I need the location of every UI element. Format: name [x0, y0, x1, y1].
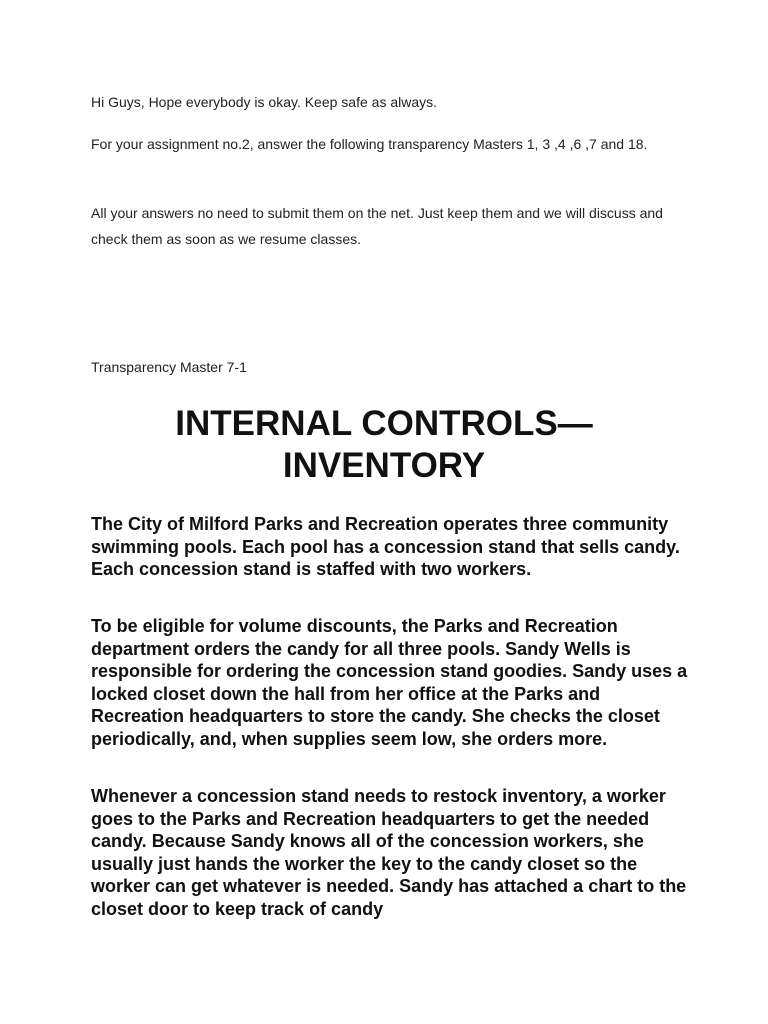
- intro-greeting: Hi Guys, Hope everybody is okay. Keep safe as always.: [91, 94, 438, 110]
- intro-instructions: All your answers no need to submit them on the net. Just keep them and we will discuss and check them as soon as we resume classes.: [91, 205, 663, 247]
- page-title: [0, 403, 768, 487]
- body-paragraph-1: The City of Milford Parks and Recreation operates three community swimming pools. Each pool has a concession stand that sells candy. Each concession stand is staffed with two workers.: [91, 514, 680, 579]
- transparency-master-label: Transparency Master 7-1: [91, 359, 247, 375]
- page-title-line-2: INVENTORY: [282, 446, 486, 485]
- page-title-line-1: INTERNAL CONTROLS—: [175, 404, 593, 443]
- body-paragraph-3: Whenever a concession stand needs to restock inventory, a worker goes to the Parks and Recreation headquarters to get the needed candy. Because Sandy knows all of the concession workers, she usually just hands the worker the key to the candy closet so the worker can get whatever is needed. Sandy has attached a chart to the closet door to keep track of candy: [91, 786, 687, 919]
- body-paragraph-2: To be eligible for volume discounts, the Parks and Recreation department orders the candy for all three pools. Sandy Wells is responsible for ordering the concession stand goodies. Sandy uses a locked closet down the hall from her office at the Parks and Recreation headquarters to store the candy. She checks the closet periodically, and, when supplies seem low, she orders more.: [91, 616, 688, 749]
- intro-assignment: For your assignment no.2, answer the following transparency Masters 1, 3 ,4 ,6 ,7 and 18.: [91, 136, 648, 152]
